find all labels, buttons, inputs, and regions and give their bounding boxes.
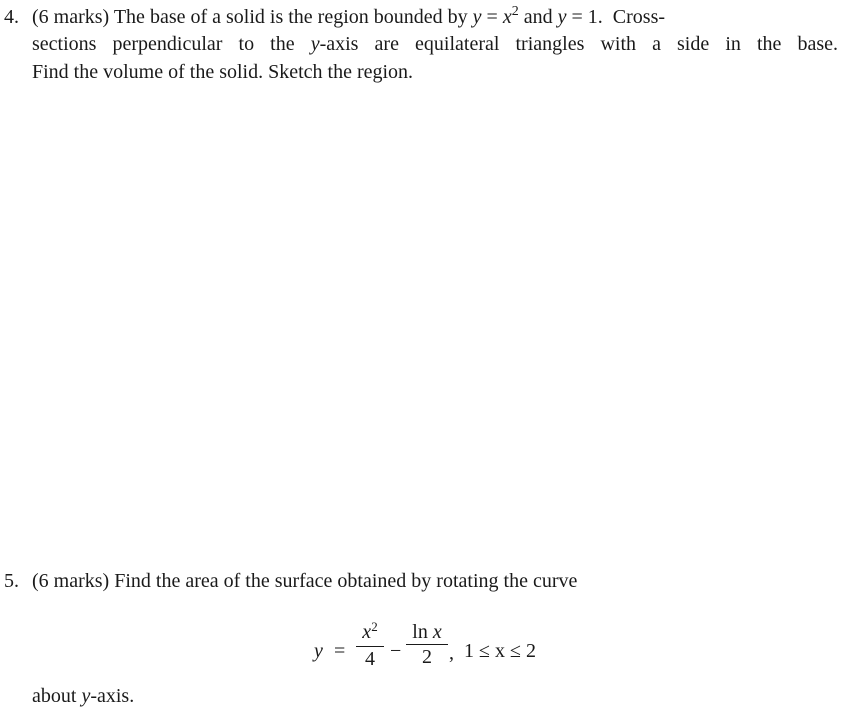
problem-4-text-pre: The base of a solid is the region bounded by [113,6,468,28]
math-comma: , [449,642,454,664]
fraction-bar [406,644,448,645]
math-equals: = [334,640,346,662]
problem-4-line-1 [32,4,665,33]
problem-5-number: 5. [4,570,19,592]
problem-4-marks: (6 marks) [32,6,110,28]
math-equals: = [571,6,583,28]
math-x: x [502,6,512,28]
problem-4-line-2-pre: sections perpendicular to the [32,33,295,55]
math-ln: ln [412,621,428,643]
math-x: x [432,621,442,643]
problem-4-text-post: Cross- [612,6,666,28]
fraction-ln-x-over-2 [406,621,448,668]
math-y: y [310,33,320,55]
problem-5-about-line [32,683,134,709]
math-one: 1. [587,6,603,28]
math-exponent: 2 [371,619,378,634]
fraction-bar [356,646,384,647]
problem-4-line-2 [32,31,838,57]
math-minus: − [390,640,402,662]
word-and: and [523,6,553,28]
problem-5-text: Find the area of the surface obtained by rotating the curve [114,570,578,592]
math-range: 1 ≤ x ≤ 2 [464,640,536,662]
fraction-denominator: 4 [365,648,375,670]
math-y: y [557,6,567,28]
about-pre: about [32,685,77,707]
math-equals: = [486,6,498,28]
math-exponent: 2 [511,4,519,19]
problem-4-line-3: Find the volume of the solid. Sketch the region. [32,61,414,83]
problem-4-line-2-post: -axis are equilateral triangles with a side in the base. [319,33,839,55]
problem-5-line-1 [32,568,577,594]
about-post: -axis. [90,685,135,707]
fraction-denominator: 2 [422,646,432,668]
problem-5-marks: (6 marks) [32,570,110,592]
math-y: y [81,685,91,707]
math-x: x [362,621,372,643]
fraction-x-squared-over-4 [356,621,384,670]
math-y: y [472,6,482,28]
problem-4-number: 4. [4,6,19,28]
math-y: y [314,640,323,662]
